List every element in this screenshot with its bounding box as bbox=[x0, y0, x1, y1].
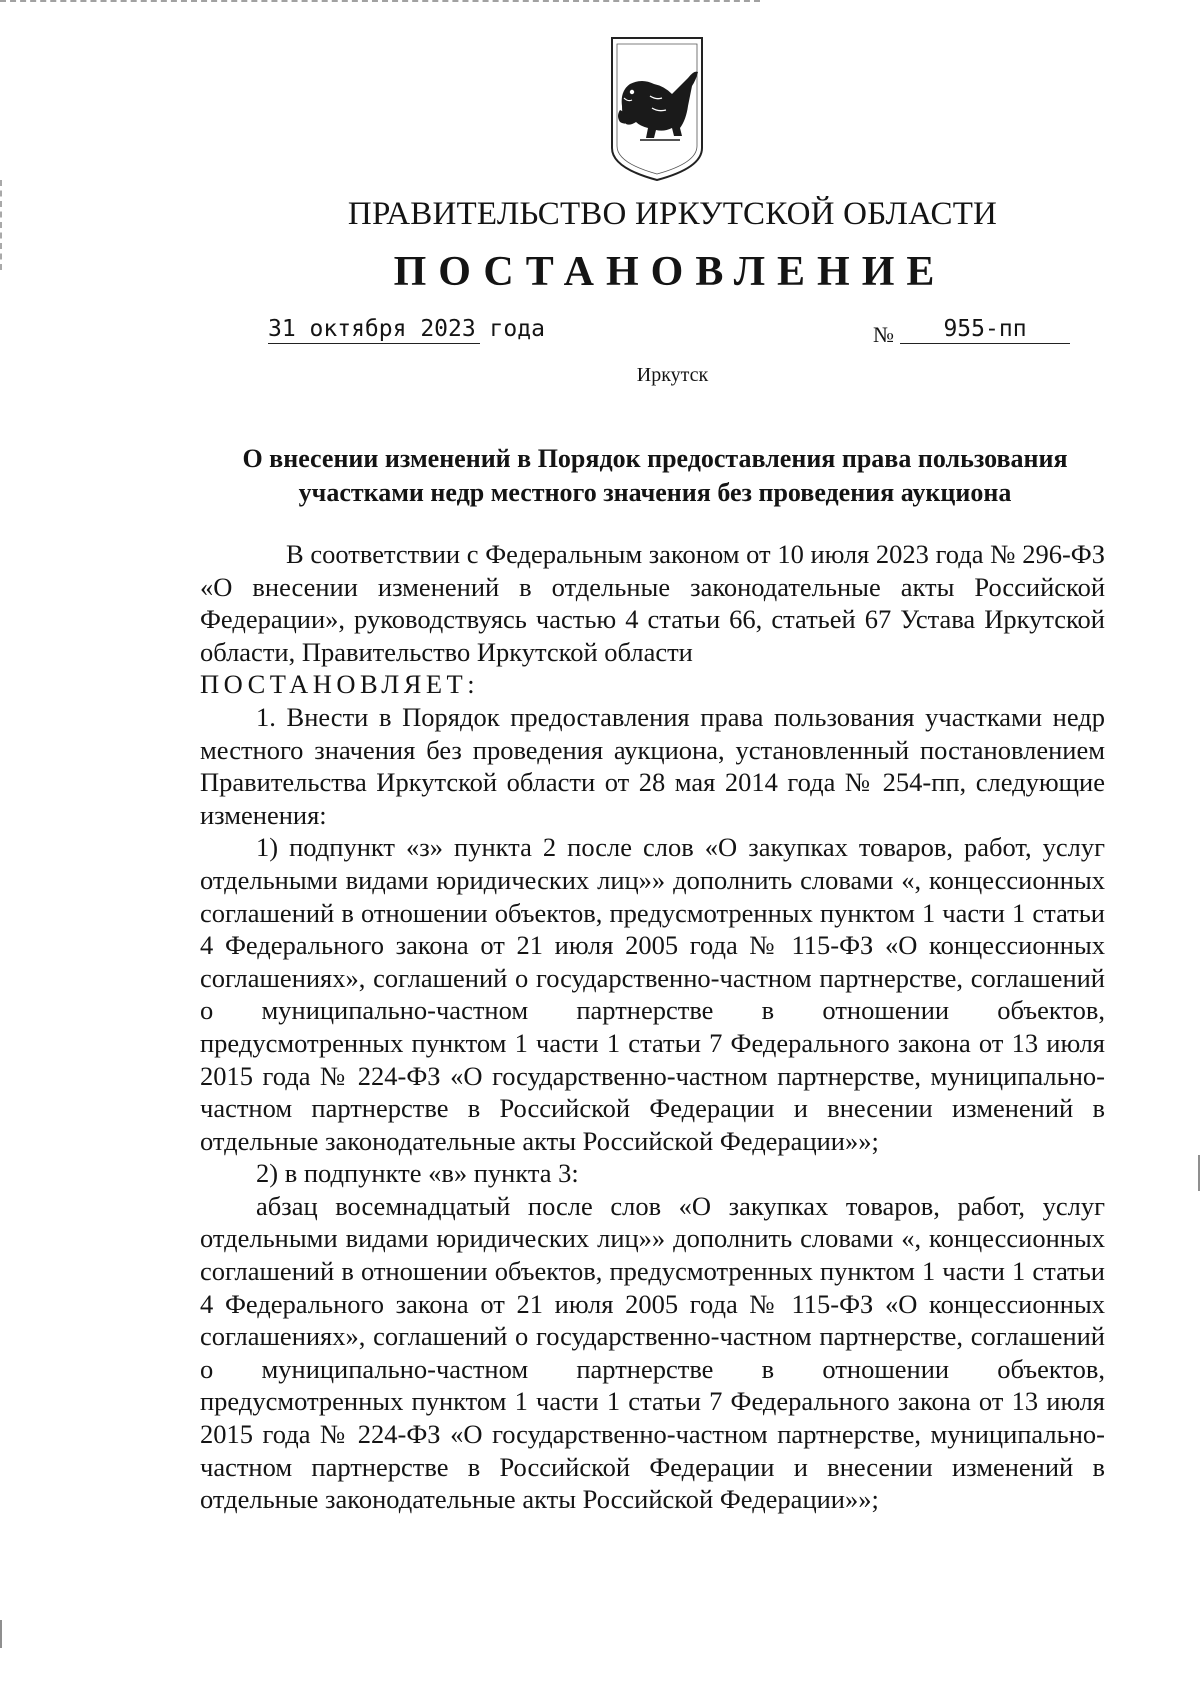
scan-artifact-left-bottom bbox=[0, 1620, 2, 1648]
scan-artifact-top bbox=[0, 0, 760, 4]
document-body bbox=[200, 538, 1105, 1516]
document-title-line-1: О внесении изменений в Порядок предоставления права пользования bbox=[242, 444, 1068, 473]
decree-number: 955-пп bbox=[900, 316, 1070, 344]
decree-type-heading: ПОСТАНОВЛЕНИЕ bbox=[393, 249, 947, 295]
number-sign: № bbox=[873, 322, 894, 347]
government-name: ПРАВИТЕЛЬСТВО ИРКУТСКОЙ ОБЛАСТИ bbox=[347, 196, 998, 232]
preamble-paragraph: В соответствии с Федеральным законом от 10 июля 2023 года № 296-ФЗ «О внесении изменений в отдельные законодательные акты Российской Федерации», руководствуясь частью 4 статьи 66, статьей 67 Устава Иркутской области, Правительство Иркутской области bbox=[200, 539, 1105, 667]
irkutsk-coat-of-arms-emblem bbox=[610, 36, 704, 182]
subitem-1-paragraph: 1) подпункт «з» пункта 2 после слов «О закупках товаров, работ, услуг отдельными видами юридических лиц»» дополнить словами «, концессионных соглашений в отношении объектов, предусмотренных пунктом 1 части 1 статьи 4 Федерального закона от 21 июля 2005 года № 115-ФЗ «О концессионных соглашениях», соглашений о государственно-частном партнерстве, соглашений о муниципально-частном партнерстве в отношении объектов, предусмотренных пунктом 1 части 1 статьи 7 Федерального закона от 13 июля 2015 года № 224-ФЗ «О государственно-частном партнерстве, муниципально-частном партнерстве в Российской Федерации и внесении изменений в отдельные законодательные акты Российской Федерации»»; bbox=[200, 832, 1105, 1156]
document-title bbox=[195, 442, 1115, 510]
document-title-line-2: участками недр местного значения без проведения аукциона bbox=[298, 478, 1012, 507]
resolves-word: ПОСТАНОВЛЯЕТ: bbox=[200, 669, 480, 700]
item-1-paragraph: 1. Внести в Порядок предоставления права пользования участками недр местного значения без проведения аукциона, установленный постановлением Правительства Иркутской области от 28 мая 2014 года № 254-пп, следующие изменения: bbox=[200, 701, 1105, 830]
subitem-2-heading: 2) в подпункте «в» пункта 3: bbox=[256, 1158, 579, 1189]
decree-date: 31 октября 2023 года bbox=[268, 316, 545, 342]
issue-city: Иркутск bbox=[636, 364, 709, 386]
subitem-2-paragraph: абзац восемнадцатый после слов «О закупках товаров, работ, услуг отдельными видами юридических лиц»» дополнить словами «, концессионных соглашений в отношении объектов, предусмотренных пунктом 1 части 1 статьи 4 Федерального закона от 21 июля 2005 года № 115-ФЗ «О концессионных соглашениях», соглашений о государственно-частном партнерстве, соглашений о муниципально-частном партнерстве в отношении объектов, предусмотренных пунктом 1 части 1 статьи 7 Федерального закона от 13 июля 2015 года № 224-ФЗ «О государственно-частном партнерстве, муниципально-частном партнерстве в Российской Федерации и внесении изменений в отдельные законодательные акты Российской Федерации»»; bbox=[200, 1190, 1105, 1515]
